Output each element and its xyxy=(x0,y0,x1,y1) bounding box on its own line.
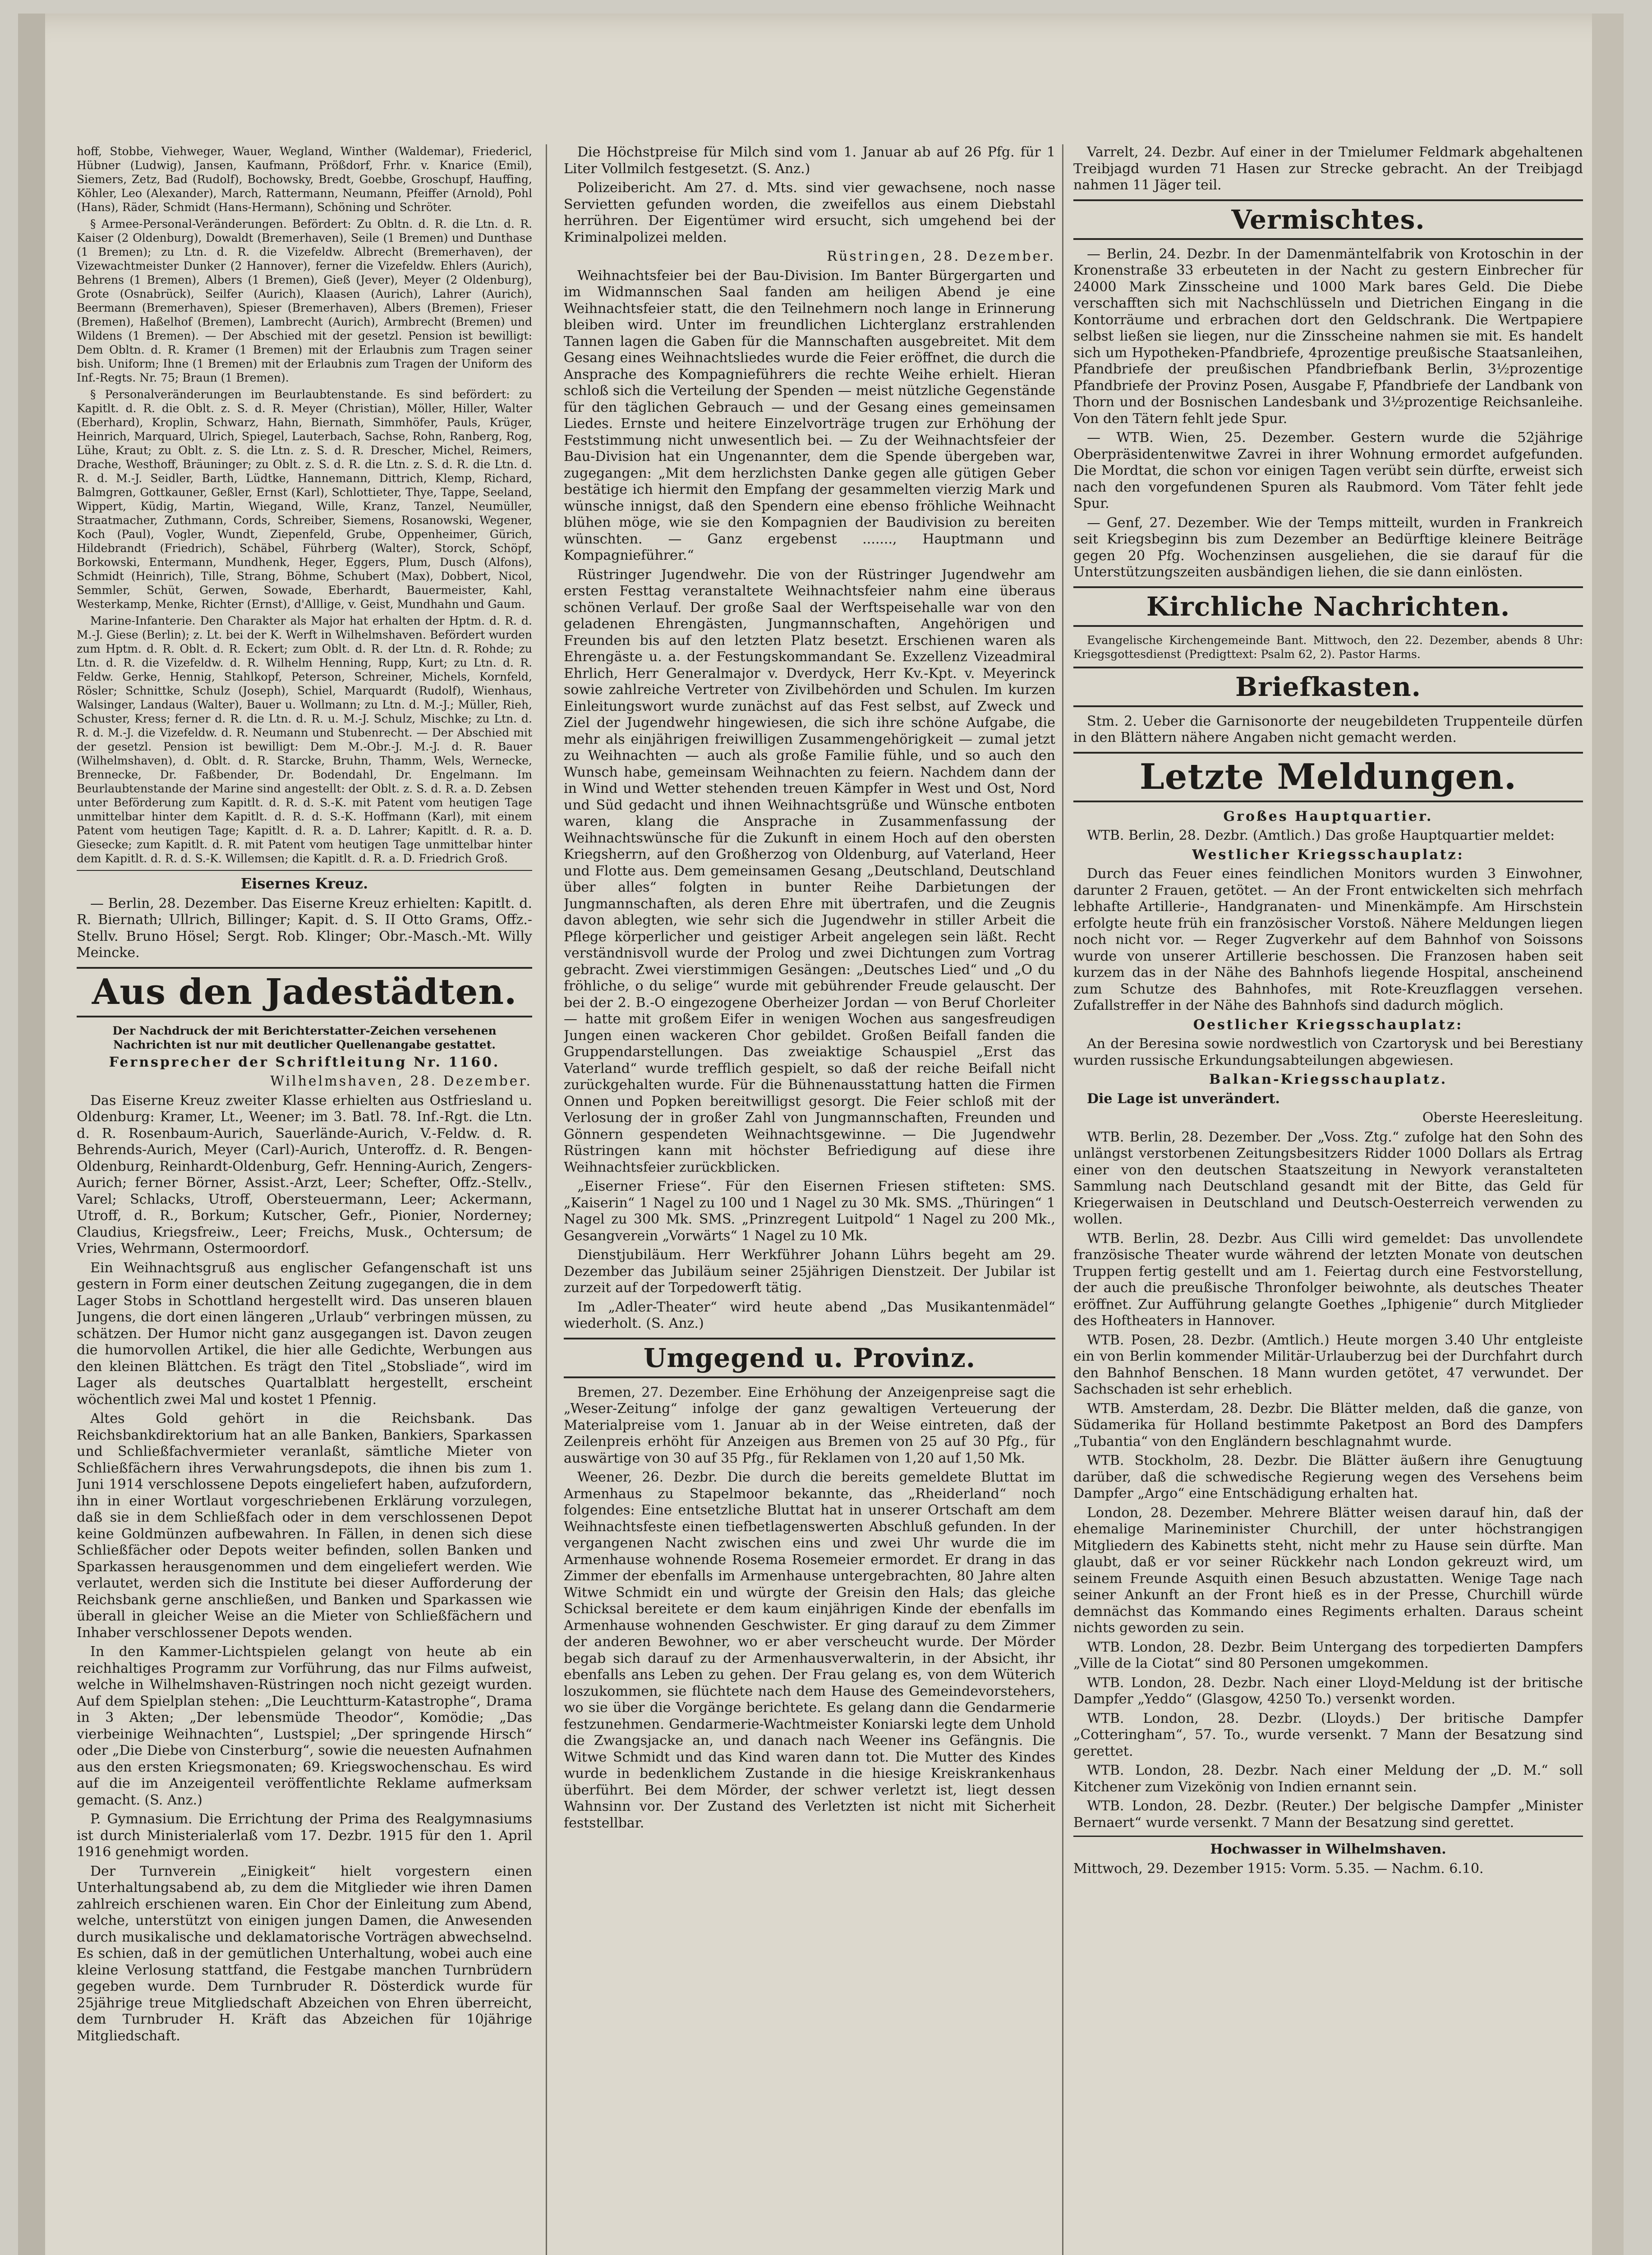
article-police-report: Polizeibericht. Am 27. d. Mts. sind vier gewachsene, noch nasse Servietten gefunden worden, die zweifellos aus einem Diebstahl herrühren. Der Eigentümer wird ersucht, sich umgehend bei der Kriminalpolizei melden. xyxy=(564,180,1055,245)
news-london-bernaert: WTB. London, 28. Dezbr. (Reuter.) Der belgische Dampfer „Minister Bernaert“ wurde versenkt. 7 Mann der Besatzung sind gerettet. xyxy=(1073,1798,1583,1831)
officer-list: hoff, Stobbe, Viehweger, Wauer, Wegland, Winther (Waldemar), Friedericl, Hübner (Ludwig), Jansen, Kaufmann, Prößdorf, Frhr. v. Knarice (Emil), Siemers, Zetz, Bad (Rudolf), Bochowsky, Bredt, Goebbe, Groschupf, Hauffing, Köhler, Leo (Alexander), March, Rattermann, Neumann, Pfeiffer (Arnold), Pohl (Hans), Räder, Schmidt (Hans-Hermann), Schöning und Schröter. xyxy=(77,145,532,214)
article-milk-prices: Die Höchstpreise für Milch sind vom 1. Januar ab auf 26 Pfg. für 1 Liter Vollmilch festgesetzt. (S. Anz.) xyxy=(564,144,1055,177)
section-title: Letzte Meldungen. xyxy=(1139,756,1517,797)
iron-cross-heading: Eisernes Kreuz. xyxy=(240,875,368,892)
article-weener: Weener, 26. Dezbr. Die durch die bereits gemeldete Bluttat im Armenhaus zu Stapelmoor bekannte, das „Rheiderland“ noch folgendes: Eine entsetzliche Bluttat hat in unserer Ortschaft am dem Weihnachtsfeste einen tiefbetlagenswerten Abschluß gefunden. In der vergangenen Nacht zwischen eins und zwei Uhr wurde die im Armenhause wohnende Rosema Rosemeier ermordet. Er drang in das Zimmer der ebenfalls im Armenhause untergebrachten, 80 Jahre alten Witwe Schmidt ein und würgte der Greisin den Hals; das gleiche Schicksal bereitete er dem kaum einjährigen Kinde der ebenfalls im Armenhause wohnenden Geschwister. Er ging darauf zu dem Zimmer der anderen Bewohner, wo er aber verscheucht wurde. Der Mörder begab sich darauf zu der Armenhausverwalterin, in der Absicht, ihr ebenfalls ans Leben zu gehen. Der Frau gelang es, von dem Wüterich loszukommen, sie flüchtete nach dem Hause des Gemeindevorstehers, wo sie über die Vorgänge berichtete. Es gelang dann die Gendarmerie festzunehmen. Gendarmerie-Wachtmeister Koniarski legte dem Unhold die Zwangsjacke an, und danach nach Weener ins Gefängnis. Die Witwe Schmidt und das Kind waren dann tot. Die Mutter des Kindes wurde in bedenklichem Zustande in die hiesige Kreiskrankenhaus überführt. Bei dem Mörder, der schwer verletzt ist, liegt dessen Wahnsinn vor. Der Zustand des Verletzten ist nicht mit Sicherheit feststellbar. xyxy=(564,1469,1055,1831)
section-title: Umgegend u. Provinz. xyxy=(643,1342,976,1373)
section-heading-misc xyxy=(1073,199,1583,240)
page-edge-left xyxy=(18,14,45,2255)
reserve-personnel-changes: § Personalveränderungen im Beurlaubtenstande. Es sind befördert: zu Kapitlt. d. R. die Oblt. z. S. d. R. Meyer (Christian), Möller, Hiller, Walter (Eberhard), Kroplin, Schwarz, Hahn, Biernath, Simmhöfer, Pauls, Krüger, Heinrich, Marquard, Ulrich, Spiegel, Lauterbach, Sachse, Rohn, Ranberg, Rog, Lühe, Kraut; zu Oblt. z. S. die Ltn. z. S. d. R. Drescher, Michel, Reimers, Drache, Westhoff, Bräuninger; zu Oblt. z. S. d. R. die Ltn. z. S. d. R. die Ltn. d. R. d. M.-J. Seidler, Barth, Lüdtke, Hannemann, Dittrich, Klemp, Richard, Balmgren, Gottkauner, Geßler, Ernst (Karl), Schlottieter, Thye, Tappe, Seeland, Wippert, Küdig, Martin, Wiegand, Wille, Kranz, Tanzel, Neumüller, Straatmacher, Zuthmann, Cords, Schreiber, Siemens, Rosanowski, Wegener, Koch (Paul), Vogler, Wundt, Ziepenfeld, Grube, Oppenheimer, Gürich, Hildebrandt (Friedrich), Schäbel, Führberg (Walter), Storck, Schöpf, Borkowski, Entermann, Mundhenk, Heger, Eggers, Plum, Dusch (Alfons), Schmidt (Heinrich), Tille, Strang, Böhme, Schubert (Max), Dobbert, Nicol, Semmler, Schüt, Gerwen, Sowade, Eberhardt, Bauermeister, Kahl, Westerkamp, Menke, Richter (Ernst), d'Alllige, v. Geist, Mundhahn und Gaum. xyxy=(77,388,532,611)
iron-cross-berlin: — Berlin, 28. Dezember. Das Eiserne Kreuz erhielten: Kapitlt. d. R. Biernath; Ullrich, Billinger; Kapit. d. S. II Otto Grams, Offz.-Stellv. Bruno Hösel; Sergt. Rob. Klinger; Obr.-Masch.-Mt. Willy Meincke. xyxy=(77,895,532,961)
editorial-phone: Fernsprecher der Schriftleitung Nr. 1160. xyxy=(109,1054,500,1070)
section-title: Vermischtes. xyxy=(1231,204,1425,235)
dateline-wilhelmshaven: Wilhelmshaven, 28. Dezember. xyxy=(270,1073,532,1089)
section-title: Aus den Jadestädten. xyxy=(92,971,517,1012)
marine-infantry: Marine-Infanterie. Den Charakter als Major hat erhalten der Hptm. d. R. d. M.-J. Giese (Berlin); z. Lt. bei der K. Werft in Wilhelmshaven. Befördert wurden zum Hptm. d. R. Oblt. d. R. Eckert; zum Oblt. d. R. der Ltn. d. R. Rohde; zu Ltn. d. R. die Vizefeldw. d. R. Wilhelm Henning, Rupp, Kurt; zu Ltn. d. R. Feldw. Gerke, Hennig, Stahlkopf, Peterson, Schreiner, Michels, Kornfeld, Rösler; Schnittke, Schulz (Joseph), Schiel, Marquardt (Rudolf), Wienhaus, Walsinger, Landaus (Walter), Bauer u. Wollmann; zu Ltn. d. M.-J.; Müller, Rieh, Schuster, Kress; ferner d. R. die Ltn. d. R. u. M.-J. Schulz, Mischke; zu Ltn. d. R. d. M.-J. die Vizefeldw. d. R. Neumann und Stubenrecht. — Der Abschied mit der gesetzl. Pension ist bewilligt: Dem M.-Obr.-J. M.-J. d. R. Bauer (Wilhelmshaven), d. Oblt. d. R. Starcke, Bruhn, Thamm, Wels, Wernecke, Brennecke, Dr. Faßbender, Dr. Bodendahl, Dr. Engelmann. Im Beurlaubtenstande der Marine sind angestellt: der Oblt. z. S. d. R. a. D. Zebsen unter Beförderung zum Kapitlt. d. R. d. S.-K. mit Patent vom heutigen Tage unmittelbar hinter dem Kapitlt. d. R. d. S.-K. Hoffmann (Karl), mit einem Patent vom heutigen Tage; Kapitlt. d. R. a. D. Lahrer; Kapitlt. d. R. a. D. Giesecke; zum Kapitlt. d. R. mit Patent vom heutigen Tage unmittelbar hinter dem Kapitlt. d. R. d. S.-K. Willemsen; die Kapitlt. d. R. a. D. Friedrich Groß. xyxy=(77,614,532,865)
section-heading-letterbox xyxy=(1073,667,1583,707)
eastern-front-heading: Oestlicher Kriegsschauplatz: xyxy=(1193,1017,1463,1033)
column-middle xyxy=(564,144,1055,2255)
dateline-ruestringen: Rüstringen, 28. Dezember. xyxy=(827,249,1055,264)
section-heading-jadestaedte xyxy=(77,967,532,1017)
reprint-notice: Der Nachdruck der mit Berichterstatter-Zeichen versehenen Nachrichten ist nur mit deutlicher Quellenangabe gestattet. xyxy=(112,1024,497,1051)
news-london-kitchener: WTB. London, 28. Dezbr. Nach einer Meldung der „D. M.“ soll Kitchener zum Vizekönig von Indien ernannt sein. xyxy=(1073,1763,1583,1795)
article-bremen: Bremen, 27. Dezember. Eine Erhöhung der Anzeigenpreise sagt die „Weser-Zeitung“ infolge der ganz gewaltigen Verteuerung der Materialpreise vom 1. Januar ab in der Weise eintreten, daß der Zeilenpreis erhöht für Anzeigen aus Bremen von 25 auf 30 Pfg., für auswärtige von 30 auf 35 Pfg., für Reklamen von 1,20 auf 1,50 Mk. xyxy=(564,1384,1055,1466)
news-london-cotteringham: WTB. London, 28. Dezbr. (Lloyds.) Der britische Dampfer „Cotteringham“, 57. To., wurde versenkt. 7 Mann der Besatzung sind gerettet. xyxy=(1073,1710,1583,1759)
church-notice: Evangelische Kirchengemeinde Bant. Mittwoch, den 22. Dezember, abends 8 Uhr: Kriegsgottesdienst (Predigttext: Psalm 62, 2). Pastor Harms. xyxy=(1073,633,1583,661)
news-posen: WTB. Posen, 28. Dezbr. (Amtlich.) Heute morgen 3.40 Uhr entgleiste ein von Berlin kommender Militär-Urlauberzug bei der Durchfahrt durch den Bahnhof Benschen. 18 Mann wurden getötet, 47 verwundet. Der Sachschaden ist sehr erheblich. xyxy=(1073,1332,1583,1397)
section-heading-latest xyxy=(1073,752,1583,802)
divider xyxy=(77,870,532,871)
article-iron-frisian: „Eiserner Friese“. Für den Eisernen Friesen stifteten: SMS. „Kaiserin“ 1 Nagel zu 100 und 1 Nagel zu 30 Mk. SMS. „Thüringen“ 1 Nagel zu 300 Mk. SMS. „Prinzregent Luitpold“ 1 Nagel zu 200 Mk., Gesangverein „Vorwärts“ 1 Nagel zu 10 Mk. xyxy=(564,1178,1055,1244)
article-christmas-party: Weihnachtsfeier bei der Bau-Division. Im Banter Bürgergarten und im Widmannschen Saal fanden am heiligen Abend je eine Weihnachtsfeier statt, die den Teilnehmern noch lange in Erinnerung bleiben wird. Unter im freundlichen Lichterglanz erstrahlenden Tannen lagen die Gaben für die Mannschaften ausgebreitet. Mit dem Gesang eines Weihnachtsliedes wurde die Feier eröffnet, die durch die Ansprache des Kompagnieführers die rechte Weihe erhielt. Hieran schloß sich die Verteilung der Spenden — meist nützliche Gegenstände für den täglichen Gebrauch — und der Gesang eines gemeinsamen Liedes. Ernste und heitere Einzelvorträge trugen zur Erhöhung der Feststimmung nicht unwesentlich bei. — Zu der Weihnachtsfeier der Bau-Division hat ein Ungenannter, dem die Spende übergeben war, zugegangen: „Mit dem herzlichsten Danke gegen alle gütigen Geber bestätige ich hiermit den Empfang der gesammelten vierzig Mark und wünsche innigst, daß den Spendern eine ebenso fröhliche Weihnacht blühen möge, wie sie den Kompagnien der Baudivision zu bereiten wünschten. — Ganz ergebenst ......., Hauptmann und Kompagnieführer.“ xyxy=(564,267,1055,563)
article-cinema: In den Kammer-Lichtspielen gelangt von heute ab ein reichhaltiges Programm zur Vorführung, das nur Films aufweist, welche in Wilhelmshaven-Rüstringen noch nicht gezeigt wurden. Auf dem Spielplan stehen: „Die Leuchtturm-Katastrophe“, Drama in 3 Akten; „Der lebensmüde Theodor“, Komödie; „Das vierbeinige Weihnachten“, Lustspiel; „Der springende Hirsch“ oder „Die Diebe von Cinsterburg“, sowie die neuesten Aufnahmen aus den ersten Kriegsmonaten; 69. Kriegswochenschau. Es wird auf die im Anzeigenteil veröffentlichte Reklame aufmerksam gemacht. (S. Anz.) xyxy=(77,1644,532,1808)
section-heading-church xyxy=(1073,586,1583,627)
western-front-report: Durch das Feuer eines feindlichen Monitors wurden 3 Einwohner, darunter 2 Frauen, getötet. — An der Front entwickelten sich mehrfach lebhafte Artillerie-, Handgranaten- und Minenkämpfe. Am Hirschstein erfolgte heute früh ein französischer Vorstoß. Nähere Meldungen liegen noch nicht vor. — Reger Zugverkehr auf dem Bahnhof von Soissons wurde von unserer Artillerie beschossen. Die Franzosen haben seit kurzem das in der Nähe des Bahnhofs liegende Hospital, anscheinend zum Schutze des Bahnhofes, mit Rote-Kreuzflaggen versehen. Zufallstreffer in der Nähe des Bahnhofs sind dadurch möglich. xyxy=(1073,866,1583,1013)
section-heading-region xyxy=(564,1338,1055,1378)
article-adler-theater: Im „Adler-Theater“ wird heute abend „Das Musikantenmädel“ wiederholt. (S. Anz.) xyxy=(564,1299,1055,1331)
news-london-yeddo: WTB. London, 28. Dezbr. Nach einer Lloyd-Meldung ist der britische Dampfer „Yeddo“ (Glasgow, 4250 To.) versenkt worden. xyxy=(1073,1675,1583,1707)
hq-heading: Großes Hauptquartier. xyxy=(1223,808,1433,824)
article-iron-cross-second-class: Das Eiserne Kreuz zweiter Klasse erhielten aus Ostfriesland u. Oldenburg: Kramer, Lt., Weener; im 3. Batl. 78. Inf.-Rgt. die Ltn. d. R. Rosenbaum-Aurich, Sauerlände-Aurich, V.-Feldw. d. R. Behrends-Aurich, Meyer (Carl)-Aurich, Unteroffz. d. R. Bengen-Oldenburg, Reinhardt-Oldenburg, Gefr. Henning-Aurich, Zengers-Aurich; ferner Börner, Assist.-Arzt, Leer; Schefter, Offz.-Stellv., Varel; Schlacks, Utroff, Obersteuermann, Leer; Ackermann, Utroff, d. R., Borkum; Kutscher, Gefr., Pionier, Norderney; Claudius, Kriegsfreiw., Leer; Freichs, Musk., Ochtersum; de Vries, Wehrmann, Ostermoordorf. xyxy=(77,1092,532,1256)
news-london-ciotat: WTB. London, 28. Dezbr. Beim Untergang des torpedierten Dampfers „Ville de la Ciotat“ sind 80 Personen umgekommen. xyxy=(1073,1639,1583,1671)
hq-report-intro: WTB. Berlin, 28. Dezbr. (Amtlich.) Das große Hauptquartier meldet: xyxy=(1087,828,1555,843)
balkan-front-report: Die Lage ist unverändert. xyxy=(1087,1091,1280,1107)
news-cilli: WTB. Berlin, 28. Dezbr. Aus Cilli wird gemeldet: Das unvollendete französische Theater wurde während der letzten Monate von deutschen Truppen fertig gestellt und am 1. Feiertag durch eine Festvorstellung, der auch die preußische Thronfolger beiwohnte, als deutsches Theater eröffnet. Zur Aufführung gelangte Goethes „Iphigenie“ durch Mitglieder des Hoftheaters in Hannover. xyxy=(1073,1230,1583,1329)
article-vienna: — WTB. Wien, 25. Dezember. Gestern wurde die 52jährige Oberpräsidentenwitwe Zavrei in ihrer Wohnung ermordet aufgefunden. Die Mordtat, die schon vor einigen Tagen verübt sein dürfte, erweist sich nach den vorgefundenen Spuren als Raubmord. Vom Täter fehlt jede Spur. xyxy=(1073,430,1583,511)
newspaper-page xyxy=(18,14,1624,2255)
column-right xyxy=(1073,144,1583,2255)
western-front-heading: Westlicher Kriegsschauplatz: xyxy=(1192,847,1464,863)
article-geneva: — Genf, 27. Dezember. Wie der Temps mitteilt, wurden in Frankreich seit Kriegsbeginn bis zum Dezember an Bedürftige kleinere Beiträge gegen 20 Pfg. Wochenzinsen ausgeliehen, die sie darauf für die Unterstützungszeiten ausbändigen liehen, die sie dann einlösten. xyxy=(1073,515,1583,580)
article-gym-club: Der Turnverein „Einigkeit“ hielt vorgestern einen Unterhaltungsabend ab, zu dem die Mitglieder wie ihren Damen zahlreich erschienen waren. Ein Chor der Einleitung zum Abend, welche, unterstützt von einigen jungen Damen, die Anwesenden durch musikalische und deklamatorische Vorträgen abwechselnd. Es schien, daß in der gemütlichen Unterhaltung, wobei auch eine kleine Verlosung stattfand, die Festgabe manchen Turnbrüdern gegeben wurde. Dem Turnbruder R. Dösterdick wurde für 25jährige treue Mitgliedschaft Abzeichen von Ehren überreicht, dem Turnbruder H. Kräft das Abzeichen für 10jährige Mitgliedschaft. xyxy=(77,1863,532,2044)
army-personnel-changes: § Armee-Personal-Veränderungen. Befördert: Zu Obltn. d. R. die Ltn. d. R. Kaiser (2 Oldenburg), Dowaldt (Bremerhaven), Seile (1 Bremen) und Dunthase (1 Bremen); zu Ltn. d. R. die Vizefeldw. Albrecht (Bremerhaven), der Vizewachtmeister Dunker (2 Hannover), ferner die Vizefeldw. Ehlers (Aurich), Behrens (1 Bremen), Albers (1 Bremen), Gieß (Jever), Meyer (2 Oldenburg), Grote (Osnabrück), Seilfer (Aurich), Klaasen (Aurich), Lahrer (Aurich), Beermann (Bremerhaven), Spieser (Bremerhaven), Albers (Bremen), Frieser (Bremen), Haßelhof (Bremen), Lambrecht (Aurich), Armbrecht (Bremen) und Wildens (1 Bremen). — Der Abschied mit der gesetzl. Pension ist bewilligt: Dem Obltn. d. R. Kramer (1 Bremen) mit der Erlaubnis zum Tragen seiner bish. Uniform; Ihne (1 Bremen) mit der Erlaubnis zum Tragen der Uniform des Inf.-Regts. Nr. 75; Braun (1 Bremen). xyxy=(77,217,532,384)
section-title: Briefkasten. xyxy=(1235,671,1421,702)
article-service-jubilee: Dienstjubiläum. Herr Werkführer Johann Lührs begeht am 29. Dezember das Jubiläum seiner 25jährigen Dienstzeit. Der Jubilar ist zurzeit auf der Torpedowerft tätig. xyxy=(564,1247,1055,1296)
section-title: Kirchliche Nachrichten. xyxy=(1146,591,1510,622)
balkan-front-heading: Balkan-Kriegsschauplatz. xyxy=(1209,1072,1448,1087)
column-rule-1 xyxy=(546,144,547,2255)
column-left xyxy=(77,144,532,2255)
eastern-front-report: An der Beresina sowie nordwestlich von Czartorysk und bei Berestiany wurden russische Erkundungsabteilungen abgewiesen. xyxy=(1073,1036,1583,1068)
article-christmas-greeting: Ein Weihnachtsgruß aus englischer Gefangenschaft ist uns gestern in Form einer deutschen Zeitung zugegangen, die in dem Lager Stobs in Schottland hergestellt wird. Das unseren blauen Jungens, die dort einen längeren „Urlaub“ verbringen müssen, zu schätzen. Der Humor nicht ganz ausgegangen ist. Davon zeugen die humorvollen Artikel, die hier alle Gedichte, Werbungen aus den kleinen Blättchen. Es trägt den Titel „Stobsliade“, wird im Lager als deutsches Quartalblatt hergestellt, erscheint wöchentlich zwei Mal und kostet 1 Pfennig. xyxy=(77,1260,532,1408)
page-edge-right xyxy=(1592,14,1624,2255)
news-amsterdam: WTB. Amsterdam, 28. Dezbr. Die Blätter melden, daß die ganze, von Südamerika für Holland bestimmte Paketpost an Bord des Dampfers „Tubantia“ von den Engländern beschlagnahmt wurde. xyxy=(1073,1400,1583,1450)
article-old-gold: Altes Gold gehört in die Reichsbank. Das Reichsbankdirektorium hat an alle Banken, Bankiers, Sparkassen und Schließfachvermieter veranlaßt, sämtliche Mieter von Schließfächern ihres Verwahrungsdepots, die ihnen bis zum 1. Juni 1914 verschlossene Depots eingeliefert haben, aufzufordern, ihn in einer Wortlaut vorgeschriebenen Erklärung vorzulegen, daß sie in dem Schließfach oder in dem verschlossenen Depot keine Goldmünzen aufbewahren. In Fällen, in denen sich diese Schließfächer oder Depots weiter befinden, sollen Banken und Sparkassen herausgenommen und dem eingeliefert werden. Wie verlautet, werden sich die Institute bei dieser Aufforderung der Reichsbank gerne anschließen, und Banken und Sparkassen wie überall in gleicher Weise an die Mieter von Schließfächern und Inhaber verschlossener Depots wenden. xyxy=(77,1411,532,1641)
news-ridder: WTB. Berlin, 28. Dezember. Der „Voss. Ztg.“ zufolge hat den Sohn des unlängst verstorbenen Zeitungsbesitzers Ridder 1000 Dollars als Ertrag einer von den deutschen Staatszeitung in Newyork veranstalteten Sammlung nach Deutschland gesandt mit der Bitte, das Geld für Kriegerwaisen in Deutschland und Deutsch-Oesterreich verwenden zu wollen. xyxy=(1073,1129,1583,1227)
news-london-churchill: London, 28. Dezember. Mehrere Blätter weisen darauf hin, daß der ehemalige Marineminister Churchill, der unter höchstrangigen Mitgliedern des Kabinetts steht, nicht mehr zu Hause sein dürfte. Man glaubt, daß er vor seiner Rückkehr nach London gekreuzt wird, um seinem Freunde Asquith einen Besuch abzustatten. Wenige Tage nach seiner Ankunft an der Front hieß es in der Presse, Churchill würde demnächst das Kommando eines Regiments erhalten. Daraus scheint nichts geworden zu sein. xyxy=(1073,1505,1583,1636)
divider xyxy=(1073,1836,1583,1837)
column-rule-2 xyxy=(1062,144,1063,2255)
article-gymnasium: P. Gymnasium. Die Errichtung der Prima des Realgymnasiums ist durch Ministerialerlaß vom 17. Dezbr. 1915 für den 1. April 1916 genehmigt worden. xyxy=(77,1811,532,1860)
article-youth-defense: Rüstringer Jugendwehr. Die von der Rüstringer Jugendwehr am ersten Festtag veranstaltete Weihnachtsfeier nahm eine überaus schönen Verlauf. Der große Saal der Werftspeisehalle war von den geladenen Ehrengästen, Jungmannschaften, Angehörigen und Freunden bis auf den letzten Platz besetzt. Erschienen waren als Ehrengäste u. a. der Festungskommandant Se. Exzellenz Vizeadmiral Ehrlich, Herr Generalmajor v. Dverdyck, Herr Kv.-Kpt. v. Meyerinck sowie zahlreiche Vertreter von Zivilbehörden und Schulen. Im kurzen Einleitungswort wurde zunächst auf das Fest selbst, auf Zweck und Ziel der Jugendwehr hingewiesen, die sich ihre schöne Aufgabe, die mehr als einjährigen freiwilligen Zusammengehörigkeit — zumal jetzt zu Weihnachten — auch als große Familie fühle, und so auch den Wunsch habe, gemeinsam Weihnachten zu feiern. Nachdem dann der in Wind und Wetter stehenden treuen Kämpfer in West und Ost, Nord und Süd gedacht und ihnen Weihnachtsgrüße und Wünsche entboten waren, klang die Ansprache in Zusammenfassung der Weihnachtswünsche für die Zukunft in einem Hoch auf den obersten Kriegsherrn, auf den Großherzog von Oldenburg, auf Vaterland, Heer und Flotte aus. Dem gemeinsamen Gesang „Deutschland, Deutschland über alles“ folgten in bunter Reihe Darbietungen der Jungmannschaften, als deren Ehre mit übertrafen, und die Zeugnis davon ablegten, wie sehr sich die Jugendwehr in stiller Arbeit die Pflege körperlicher und geistiger Arbeit angelegen sein läßt. Recht verständnisvoll wurde der Prolog und zwei Dichtungen zum Vortrag gebracht. Zwei vierstimmigen Gesängen: „Deutsches Lied“ und „O du fröhliche, o du selige“ wurde mit gebührender Freude gelauscht. Der bei der 2. B.-O eingezogene Oberheizer Jordan — von Beruf Chorleiter — hatte mit großem Eifer in wenigen Wochen aus sangesfreudigen Jungen einen wackeren Chor gebildet. Großen Beifall fanden die Gruppendarstellungen. Das zweiaktige Schauspiel „Erst das Vaterland“ wurde trefflich gespielt, so daß der reiche Beifall nicht zurückgehalten wurde. Für die Bühnenausstattung hatten die Firmen Onnen und Popken bereitwilligst gesorgt. Die Feier schloß mit der Verlosung der in großer Zahl von Jungmannschaften, Freunden und Gönnern gespendeten Weihnachtsgewinne. — Die Jugendwehr Rüstringen kann mit höchster Befriedigung auf diese ihre Weihnachtsfeier zurückblicken. xyxy=(564,566,1055,1175)
signature: Oberste Heeresleitung. xyxy=(1422,1110,1583,1126)
high-water-times: Mittwoch, 29. Dezember 1915: Vorm. 5.35. — Nachm. 6.10. xyxy=(1073,1860,1484,1877)
letterbox-reply: Stm. 2. Ueber die Garnisonorte der neugebildeten Truppenteile dürfen in den Blättern nähere Angaben nicht gemacht werden. xyxy=(1073,713,1583,746)
news-stockholm: WTB. Stockholm, 28. Dezbr. Die Blätter äußern ihre Genugtuung darüber, daß die schwedische Regierung wegen des Versehens beim Dampfer „Argo“ eine Entschädigung erhalten hat. xyxy=(1073,1453,1583,1501)
article-varrelt: Varrelt, 24. Dezbr. Auf einer in der Tmielumer Feldmark abgehaltenen Treibjagd wurden 71 Hasen zur Strecke gebracht. An der Treibjagd nahmen 11 Jäger teil. xyxy=(1073,144,1583,193)
high-water-heading: Hochwasser in Wilhelmshaven. xyxy=(1210,1841,1446,1857)
article-berlin-burglary: — Berlin, 24. Dezbr. In der Damenmäntelfabrik von Krotoschin in der Kronenstraße 33 erbeuteten in der Nacht zu gestern Einbrecher für 24000 Mark Zinsscheine und 1000 Mark bares Geld. Die Diebe verschafften sich mit Nachschlüsseln und Dietrichen Eingang in die Kontorräume und erbrachen dort den Geldschrank. Die Wertpapiere selbst ließen sie liegen, nur die Zinsscheine nahmen sie mit. Es handelt sich um Hypotheken-Pfandbriefe, 4prozentige preußische Staatsanleihen, Pfandbriefe der preußischen Pfandbriefbank Berlin, 3½prozentige Pfandbriefe der Provinz Posen, Ausgabe F, Pfandbriefe der Landbank von Thorn und der Bosnischen Landesbank und 3½prozentige Reichsanleihe. Von den Tätern fehlt jede Spur. xyxy=(1073,246,1583,427)
